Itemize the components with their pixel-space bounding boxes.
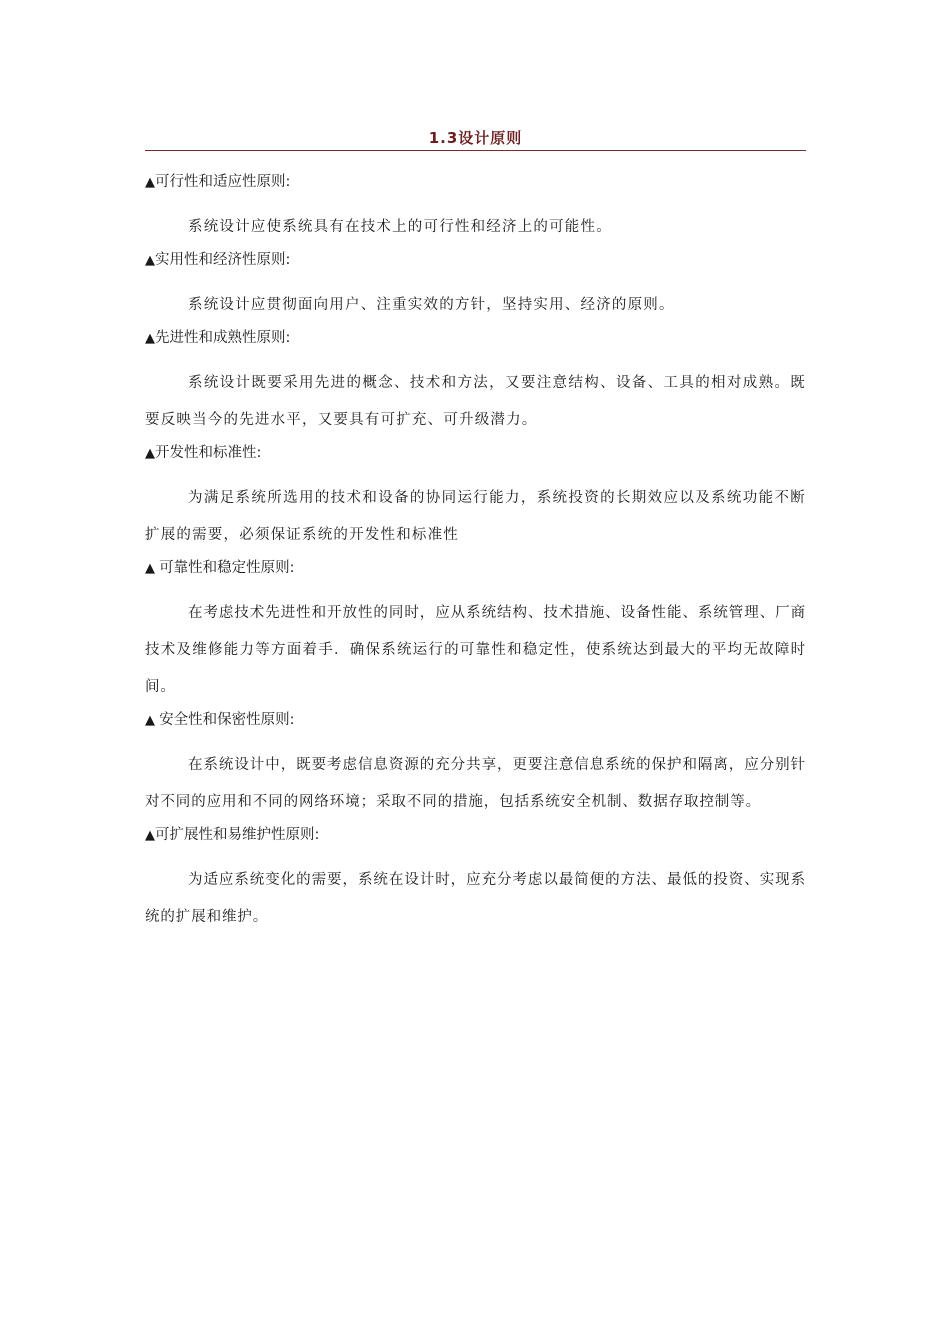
principle-heading (145, 823, 806, 847)
principle-heading (145, 170, 806, 194)
triangle-bullet-icon: ▲ (145, 331, 155, 346)
principle-body: 为适应系统变化的需要，系统在设计时，应充分考虑以最简便的方法、最低的投资、实现系统的扩展和维护。 (145, 872, 806, 925)
principle-section (145, 708, 806, 821)
principle-heading-text: 可行性和适应性原则: (155, 174, 291, 190)
triangle-bullet-icon: ▲ (145, 175, 155, 190)
principle-heading-text: 安全性和保密性原则: (159, 712, 295, 728)
principle-heading (145, 708, 806, 732)
principle-section (145, 823, 806, 936)
section-title: 1.3设计原则 (428, 129, 523, 147)
principle-heading-text: 可扩展性和易维护性原则: (155, 827, 320, 843)
principle-section (145, 170, 806, 246)
principle-heading-text: 开发性和标准性: (155, 445, 262, 461)
principle-section (145, 326, 806, 439)
principle-body: 在考虑技术先进性和开放性的同时，应从系统结构、技术措施、设备性能、系统管理、厂商技术及维修能力等方面着手．确保系统运行的可靠性和稳定性，使系统达到最大的平均无故障时间。 (145, 605, 806, 695)
principle-section (145, 441, 806, 554)
principle-section (145, 556, 806, 706)
title-divider (145, 150, 806, 151)
principle-heading (145, 248, 806, 272)
triangle-bullet-icon: ▲ (145, 253, 155, 268)
principle-heading (145, 326, 806, 350)
principle-heading-text: 实用性和经济性原则: (155, 252, 291, 268)
document-body (145, 170, 806, 938)
principle-heading (145, 556, 806, 580)
principle-heading-text: 可靠性和稳定性原则: (159, 560, 295, 576)
principle-heading-text: 先进性和成熟性原则: (155, 330, 291, 346)
triangle-bullet-icon: ▲ (145, 446, 155, 461)
triangle-bullet-icon: ▲ (145, 828, 155, 843)
principle-body: 系统设计既要采用先进的概念、技术和方法，又要注意结构、设备、工具的相对成熟。既要反映当今的先进水平，又要具有可扩充、可升级潜力。 (145, 375, 806, 428)
principle-body: 在系统设计中，既要考虑信息资源的充分共享，更要注意信息系统的保护和隔离，应分别针对不同的应用和不同的网络环境；采取不同的措施，包括系统安全机制、数据存取控制等。 (145, 757, 806, 810)
principle-body: 为满足系统所选用的技术和设备的协同运行能力，系统投资的长期效应以及系统功能不断扩展的需要，必须保证系统的开发性和标准性 (145, 490, 806, 543)
triangle-bullet-icon: ▲ (145, 561, 160, 576)
principle-section (145, 248, 806, 324)
principle-heading (145, 441, 806, 465)
triangle-bullet-icon: ▲ (145, 713, 160, 728)
principle-body: 系统设计应使系统具有在技术上的可行性和经济上的可能性。 (188, 219, 612, 235)
principle-body: 系统设计应贯彻面向用户、注重实效的方针，坚持实用、经济的原则。 (188, 297, 675, 313)
